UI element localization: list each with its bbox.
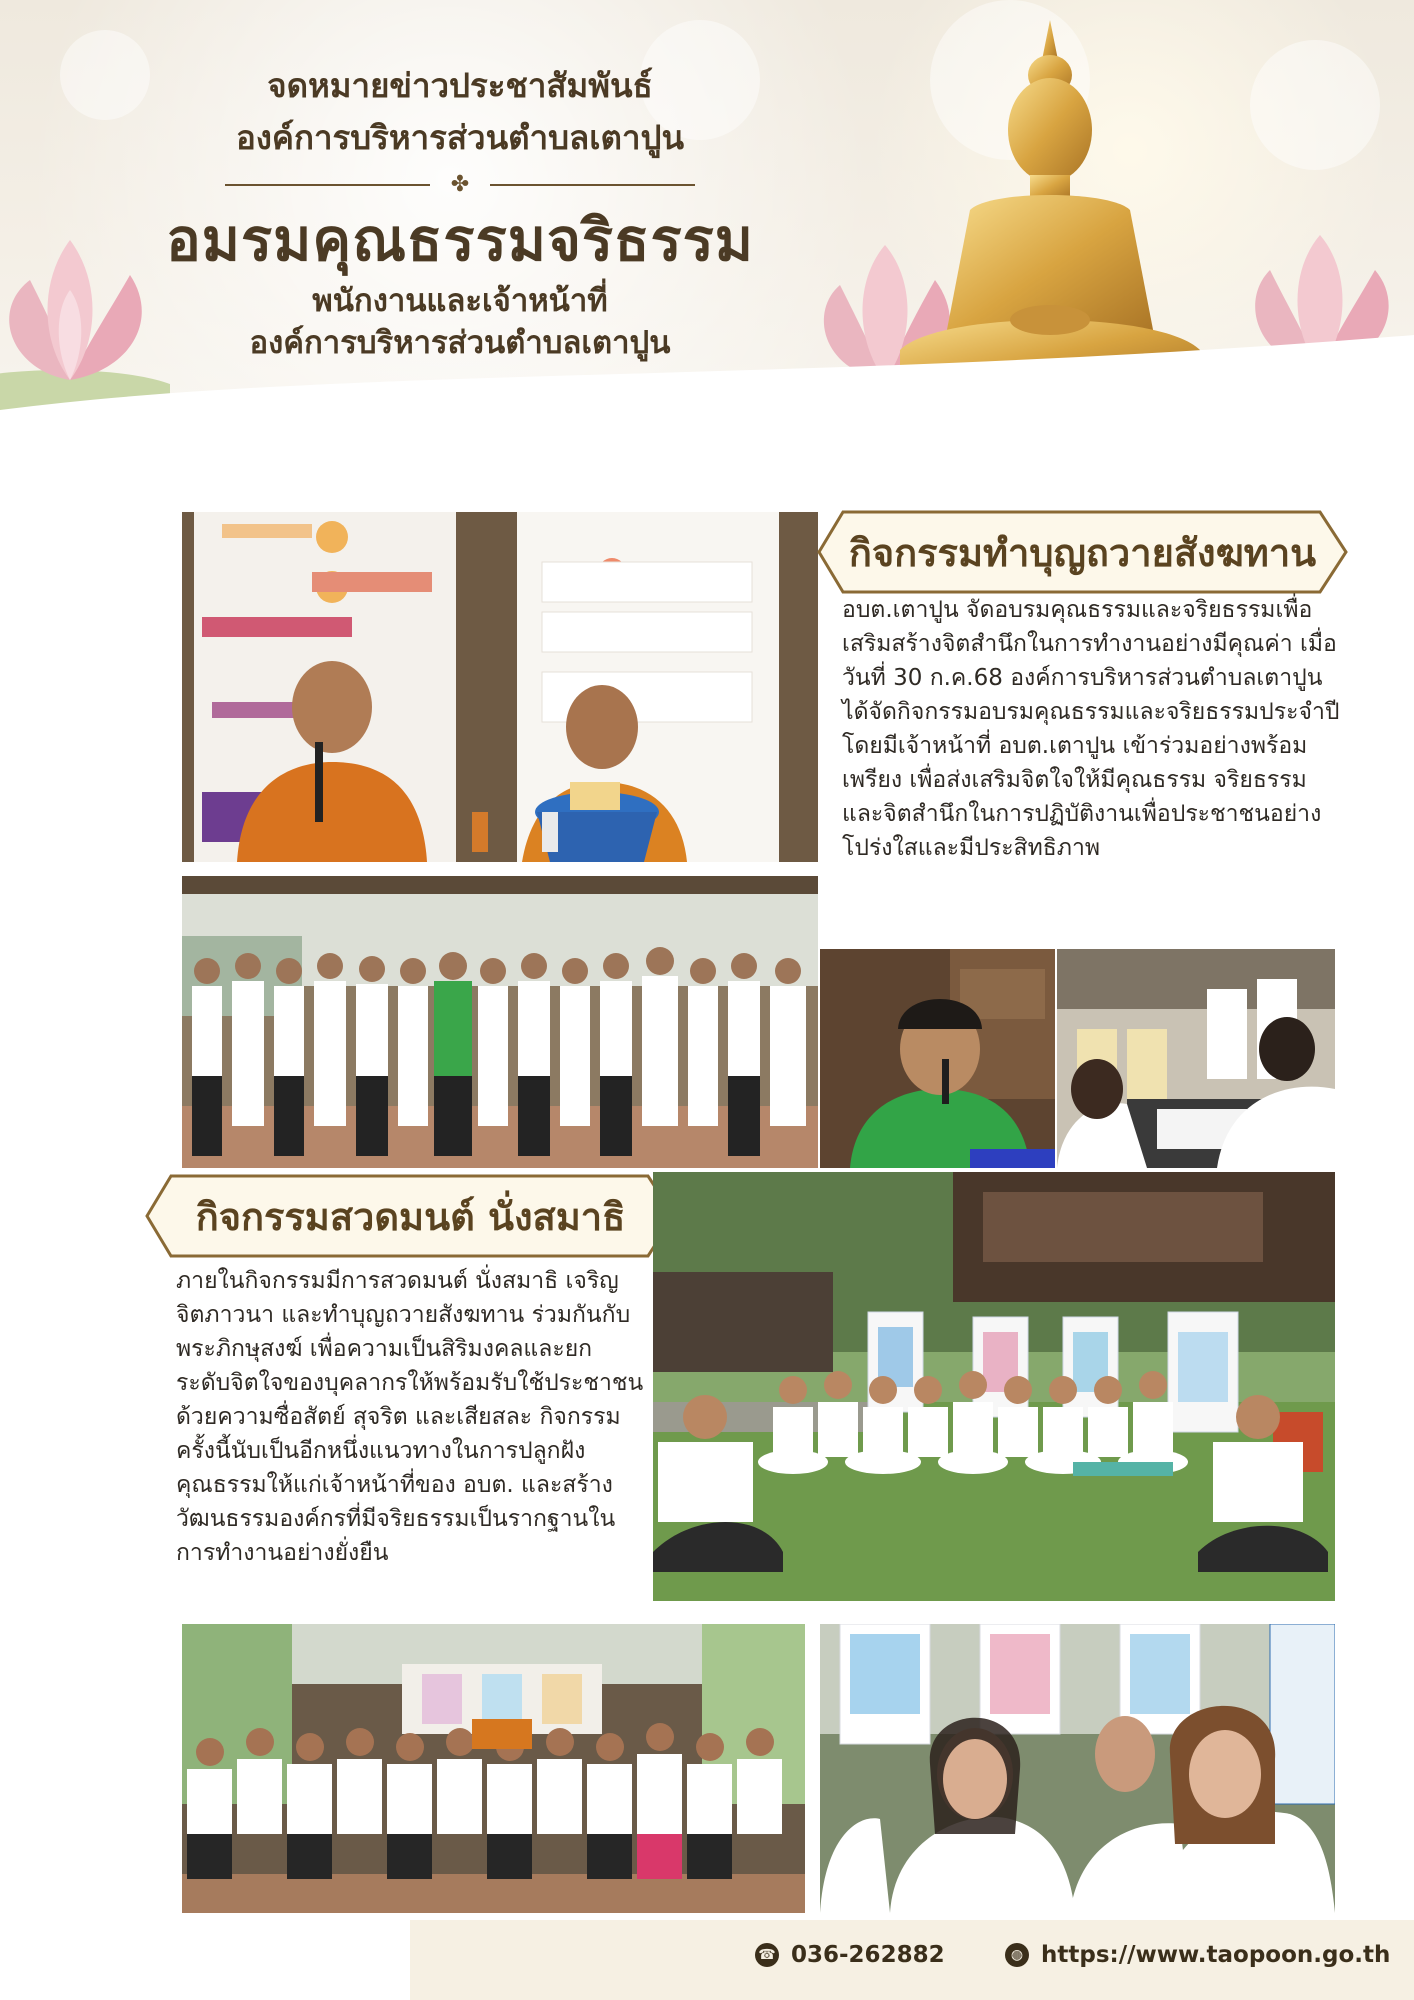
newsletter-header [0,0,1414,445]
header-wave-divider [0,325,1414,445]
section2-heading-banner [143,1172,678,1260]
photo-meditation-lawn [653,1172,1335,1601]
photo-group-sitting-wai [182,1624,805,1913]
section1-heading: กิจกรรมทำบุญถวายสังฆทาน [848,530,1317,575]
globe-icon: ◍ [1005,1943,1029,1967]
photo-meditation-closeup [820,1624,1335,1913]
page-title: อมรมคุณธรรมจริธรรม [165,206,755,274]
phone-icon: ☎ [755,1943,779,1967]
footer-website[interactable] [1005,1942,1390,1968]
title-divider [225,172,695,198]
phone-number: 036-262882 [791,1942,945,1968]
subtitle-organization: องค์การบริหารส่วนตำบลเตาปูน [249,325,671,361]
subtitle-staff: พนักงานและเจ้าหน้าที่ [312,283,608,319]
photo-monks-blessing [182,512,818,862]
newsletter-label: จดหมายข่าวประชาสัมพันธ์ [267,66,653,105]
section1-body-text: อบต.เตาปูน จัดอบรมคุณธรรมและจริยธรรมเพื่อเสริมสร้างจิตสำนึกในการทำงานอย่างมีคุณค่า เมื่อวันที่ 30 ก.ค.68 องค์การบริหารส่วนตำบลเตาปูน ได้จัดกิจกรรมอบรมคุณธรรมและจริยธรรมประจำปี โดยมีเจ้าหน้าที่ อบต.เตาปูน เข้าร่วมอย่างพร้อมเพรียง เพื่อส่งเสริมจิตใจให้มีคุณธรรม จริยธรรม และจิตสำนึกในการปฏิบัติงานเพื่อประชาชนอย่างโปร่งใสและมีประสิทธิภาพ [842,597,1340,861]
organization-name: องค์การบริหารส่วนตำบลเตาปูน [235,118,685,157]
photo-group-wai [182,876,818,1168]
section2-heading: กิจกรรมสวดมนต์ นั่งสมาธิ [195,1194,626,1239]
footer-phone [755,1942,945,1968]
section2-body-text: ภายในกิจกรรมมีการสวดมนต์ นั่งสมาธิ เจริญจิตภาวนา และทำบุญถวายสังฆทาน ร่วมกันกับพระภิกษุสงฆ์ เพื่อความเป็นสิริมงคลและยกระดับจิตใจของบุคลากรให้พร้อมรับใช้ประชาชนด้วยความซื่อสัตย์ สุจริต และเสียสละ กิจกรรมครั้งนี้นับเป็นอีกหนึ่งแนวทางในการปลูกฝังคุณธรรมให้แก่เจ้าหน้าที่ของ อบต. และสร้างวัฒนธรรมองค์กรที่มีจริยธรรมเป็นรากฐานในการทำงานอย่างยั่งยืน [176,1268,644,1566]
ornament-icon: ✤ [450,172,470,197]
section1-heading-banner [815,508,1350,596]
website-link[interactable]: https://www.taopoon.go.th [1041,1942,1391,1968]
photo-speaker-microphone [820,949,1055,1168]
photo-registration [1057,949,1335,1168]
footer-contact-bar [410,1920,1414,2000]
